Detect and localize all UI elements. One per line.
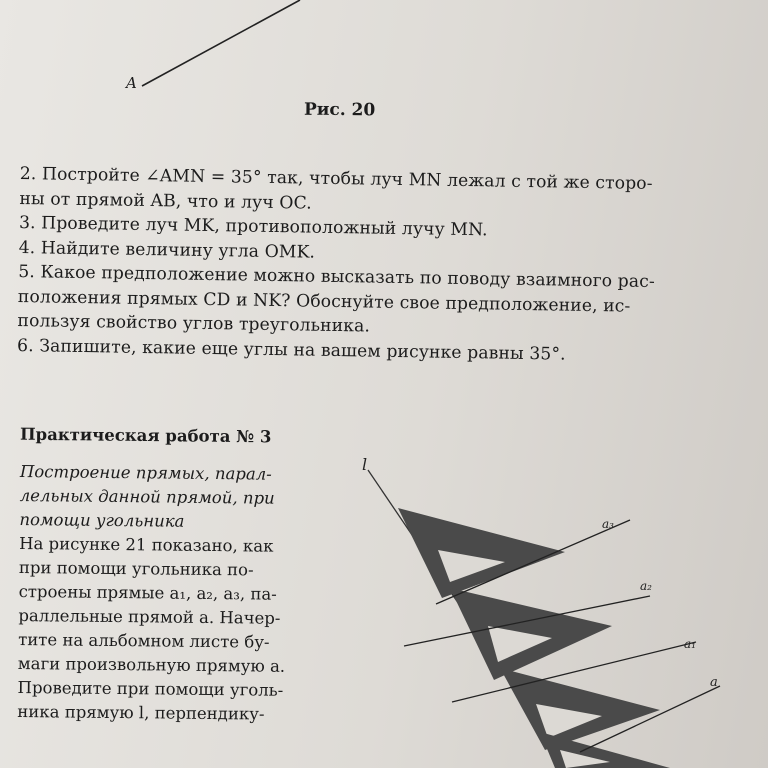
set-square — [540, 732, 670, 768]
subtitle-line: Построение прямых, парал- — [19, 461, 272, 484]
figure-20-fragment — [0, 0, 768, 100]
practical-work-text — [17, 460, 360, 728]
task-line: 6. Запишите, какие еще углы на вашем рисунке равны 35°. — [16, 335, 566, 365]
task-line: пользуя свойство углов треугольника. — [17, 310, 371, 337]
section-title: Практическая работа № 3 — [19, 424, 272, 447]
subtitle-line: лельных данной прямой, при — [19, 485, 275, 508]
body-line: тите на альбомном листе бу- — [18, 629, 270, 652]
point-label-a: A — [126, 74, 137, 92]
task-line: 3. Проведите луч MK, противоположный лучу MN. — [18, 212, 488, 241]
body-line: раллельные прямой a. Начер- — [18, 605, 281, 628]
label-l: l — [362, 455, 368, 474]
label-a2: a₂ — [640, 579, 652, 593]
body-line: Проведите при помощи уголь- — [17, 677, 284, 700]
task-line: 4. Найдите величину угла OMK. — [18, 237, 316, 263]
task-line: положения прямых CD и NK? Обоснуйте свое предположение, ис- — [17, 286, 631, 317]
body-line: ника прямую l, перпендику- — [17, 701, 265, 724]
subtitle-line: помощи угольника — [19, 509, 185, 531]
body-line: строены прямые a₁, a₂, a₃, па- — [18, 581, 277, 604]
ray-ab — [142, 0, 300, 86]
label-a: a — [710, 675, 718, 690]
body-line: маги произвольную прямую a. — [17, 653, 286, 676]
task-list — [17, 162, 740, 369]
body-line: при помощи угольника по- — [18, 557, 254, 580]
task-line: 2. Постройте ∠AMN = 35° так, чтобы луч MN лежал с той же сторо- — [19, 163, 653, 194]
label-a1: a₁ — [684, 637, 696, 651]
label-a3: a₃ — [602, 517, 614, 531]
task-line: 5. Какое предположение можно высказать по поводу взаимного рас- — [18, 261, 655, 292]
set-square — [450, 588, 612, 680]
body-line: На рисунке 21 показано, как — [19, 533, 274, 556]
set-square — [500, 668, 660, 750]
figure-21 — [340, 450, 768, 768]
task-line: ны от прямой AB, что и луч OC. — [19, 188, 312, 214]
figure-caption: Рис. 20 — [303, 99, 376, 121]
